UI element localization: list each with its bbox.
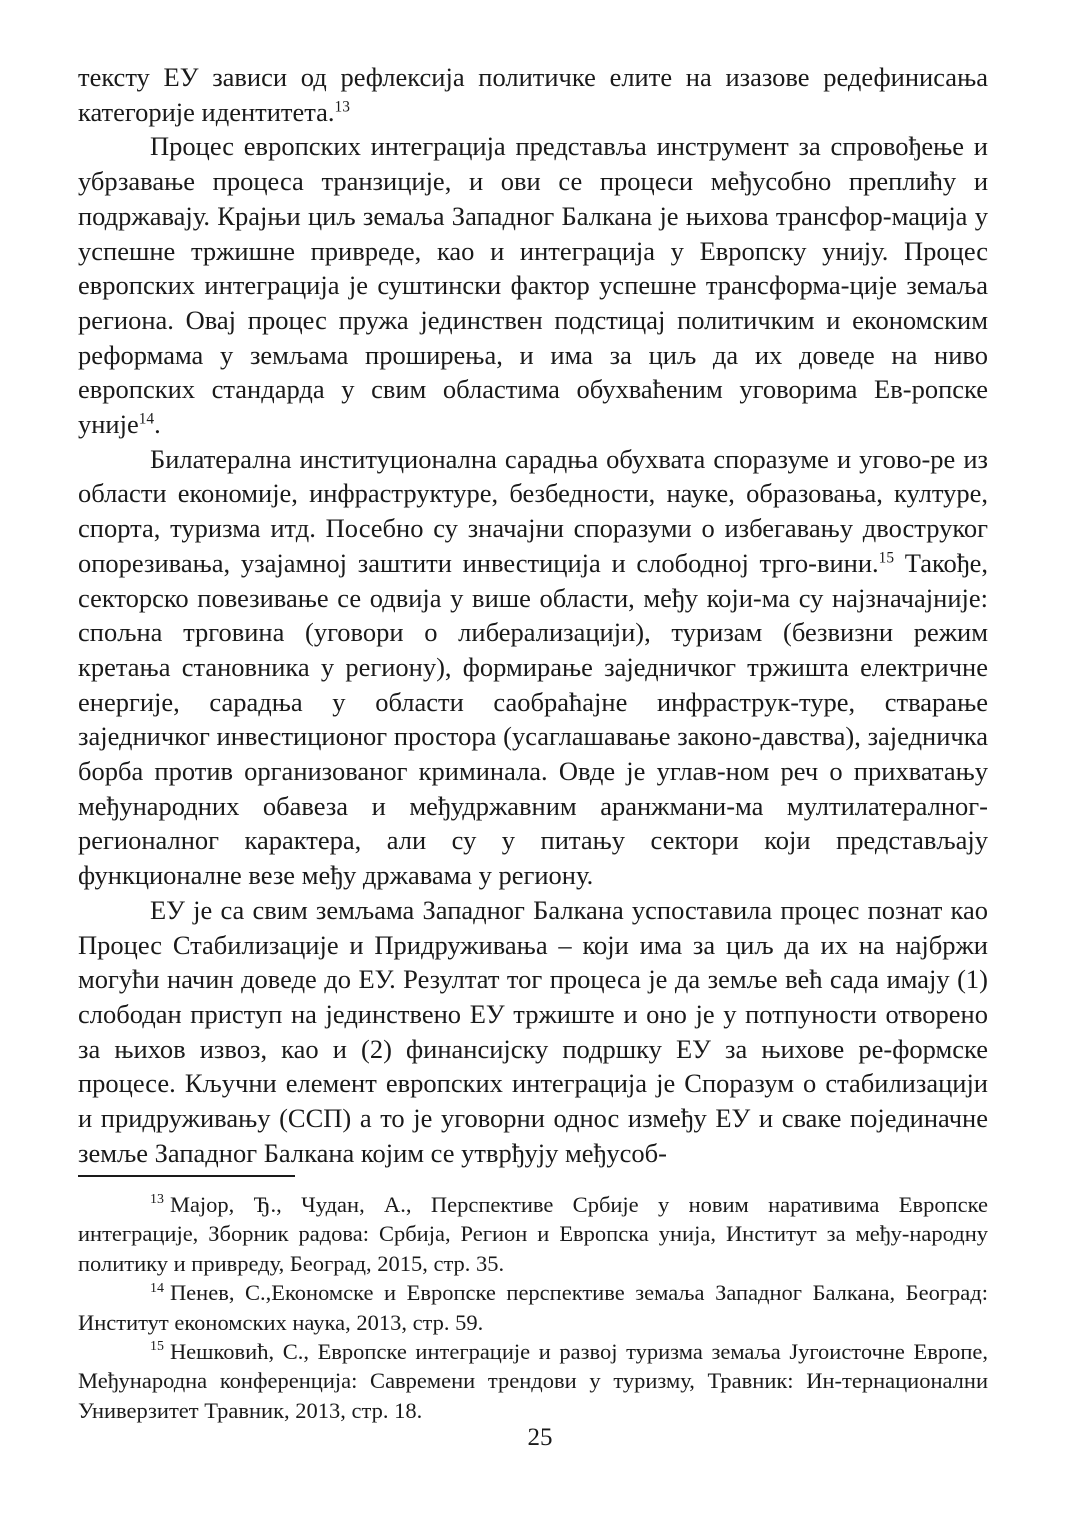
footnote-13-text: Мајор, Ђ., Чудан, А., Перспективе Србије у новим наративима Европске интеграције, Зборник радова: Србија, Регион и Европска унија, Институт за међу-народну политику и привреду, Београд, 2015, стр. 35. (78, 1192, 988, 1276)
footnote-14 (78, 1278, 988, 1337)
footnotes (78, 1190, 988, 1425)
paragraph-2 (78, 129, 988, 441)
main-text (78, 60, 988, 1171)
footnote-number-14: 14 (150, 1280, 164, 1296)
paragraph-4-text: ЕУ је са свим земљама Западног Балкана успоставила процес познат као Процес Стабилизације и Придруживања – који има за циљ да их на најбржи могући начин доведе до ЕУ. Резултат тог процеса је да земље већ сада имају (1) слободан приступ на јединствено ЕУ тржиште и оно је у потпуности отворено за њихов извоз, као и (2) финансијску подршку ЕУ за њихове ре-формске процесе. Кључни елемент европских интеграција је Споразум о стабилизацији и придруживању (ССП) а то је уговорни однос између ЕУ и сваке појединачне земље Западног Балкана којим се утврђују међусоб- (78, 894, 988, 1168)
paragraph-4 (78, 893, 988, 1171)
footnote-15 (78, 1337, 988, 1425)
footnote-ref-14: 14 (138, 410, 155, 428)
footnote-separator (78, 1175, 295, 1177)
paragraph-2-tail: . (154, 409, 161, 440)
paragraph-3-text: Билатерална институционална сарадња обухвата споразуме и угово-ре из области економије, инфраструктуре, безбедности, науке, образовања, културе, спорта, туризма итд. Посебно су значајни споразуми о избегавању двоструког опорезивања, узајамној заштити инвестиција и слободној трго-вини. (78, 443, 988, 578)
paragraph-3-tail: Такође, секторско повезивање се одвија у више области, међу који-ма су најзначајније: спољна трговина (уговори о либерализацији), туризам (безвизни режим кретања становника у региону), формирање заједничког тржишта електричне енергије, сарадња у области саобраћајне инфраструк-туре, стварање заједничког инвестиционог простора (усаглашавање законо-давства), заједничка борба против организованог криминала. Овде је углав-ном реч о прихватању међународних обавеза и међудржавним аранжмани-ма мултилатералног-регионалног карактера, али су у питању сектори који представљају функционалне везе међу државама у региону. (78, 547, 988, 891)
paragraph-1 (78, 60, 988, 129)
paragraph-2-text: Процес европских интеграција представља инструмент за спровођење и убрзавање процеса транзиције, и ови се процеси међусобно преплићу и подржавају. Крајњи циљ земаља Западног Балкана је њихова трансфор-мација у успешне тржишне привреде, као и интеграција у Европску унију. Процес европских интеграција је суштински фактор успешне трансформа-ције земаља региона. Овај процес пружа јединствен подстицај политичким и економским реформама у земљама проширења, и има за циљ да их доведе на ниво европских стандарда у свим областима обухваћеним уговорима Ев-ропске уније (78, 131, 988, 440)
footnote-15-text: Нешковић, С., Европске интеграције и развој туризма земаља Југоисточне Европе, Међународна конференција: Савремени трендови у туризму, Травник: Ин-тернационални Универзитет Травник, 2013, стр. 18. (78, 1339, 988, 1423)
footnote-ref-13: 13 (334, 98, 350, 116)
paragraph-1-text: тексту ЕУ зависи од рефлексија политичке елите на изазове редефинисања категорије идентитета. (78, 62, 988, 127)
footnote-number-15: 15 (150, 1339, 164, 1355)
paragraph-3 (78, 442, 988, 893)
footnote-ref-15: 15 (878, 549, 895, 567)
footnote-14-text: Пенев, С.,Економске и Европске перспективе земаља Западног Балкана, Београд: Институт економских наука, 2013, стр. 59. (78, 1280, 988, 1335)
footnote-13 (78, 1190, 988, 1278)
page-number: 25 (527, 1424, 553, 1451)
footnote-number-13: 13 (150, 1192, 164, 1208)
